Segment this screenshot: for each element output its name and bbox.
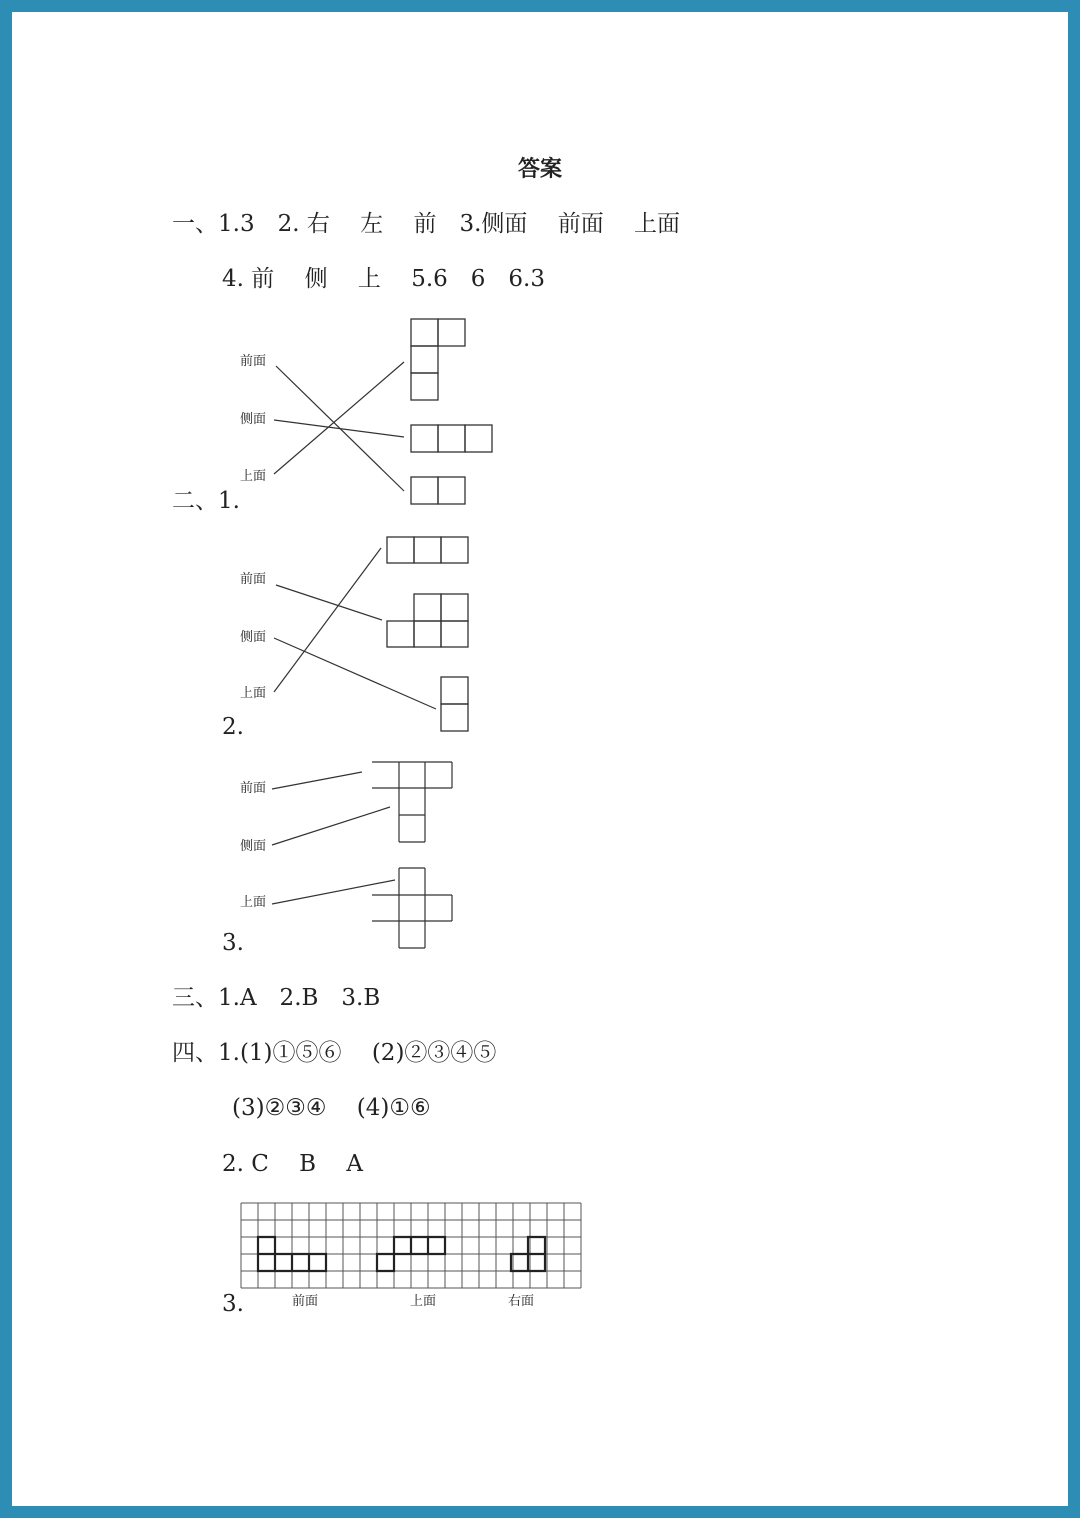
section1-line1: 一、1.3 2. 右 左 前 3.侧面 前面 上面 bbox=[172, 211, 681, 237]
q1-number: 二、1. bbox=[172, 488, 240, 514]
grid-question-number: 3. bbox=[222, 1291, 244, 1317]
q1-label-side: 侧面 bbox=[240, 412, 267, 427]
page-title: 答案 bbox=[517, 156, 562, 182]
q3-label-front: 前面 bbox=[240, 781, 267, 796]
q2-label-front: 前面 bbox=[240, 572, 267, 587]
q3-label-side: 侧面 bbox=[240, 839, 267, 854]
q3-number: 3. bbox=[222, 930, 244, 956]
q2-number: 2. bbox=[222, 714, 244, 740]
section4-line2: (3)②③④ (4)①⑥ bbox=[232, 1095, 431, 1121]
q3-label-top: 上面 bbox=[240, 895, 267, 910]
view-right-outline bbox=[511, 1237, 545, 1271]
section1-line2: 4. 前 侧 上 5.6 6 6.3 bbox=[222, 266, 545, 292]
q1-label-top: 上面 bbox=[240, 469, 267, 484]
q2-label-side: 侧面 bbox=[240, 630, 267, 645]
grid-label-front: 前面 bbox=[292, 1294, 319, 1309]
grid-label-right: 右面 bbox=[508, 1294, 535, 1309]
section4-line3: 2. C B A bbox=[222, 1151, 363, 1177]
grid-label-top: 上面 bbox=[410, 1294, 437, 1309]
section3-line: 三、1.A 2.B 3.B bbox=[172, 985, 381, 1011]
q2-label-top: 上面 bbox=[240, 686, 267, 701]
section4-line1: 四、1.(1)①⑤⑥ (2)②③④⑤ bbox=[172, 1040, 497, 1066]
q1-label-front: 前面 bbox=[240, 354, 267, 369]
